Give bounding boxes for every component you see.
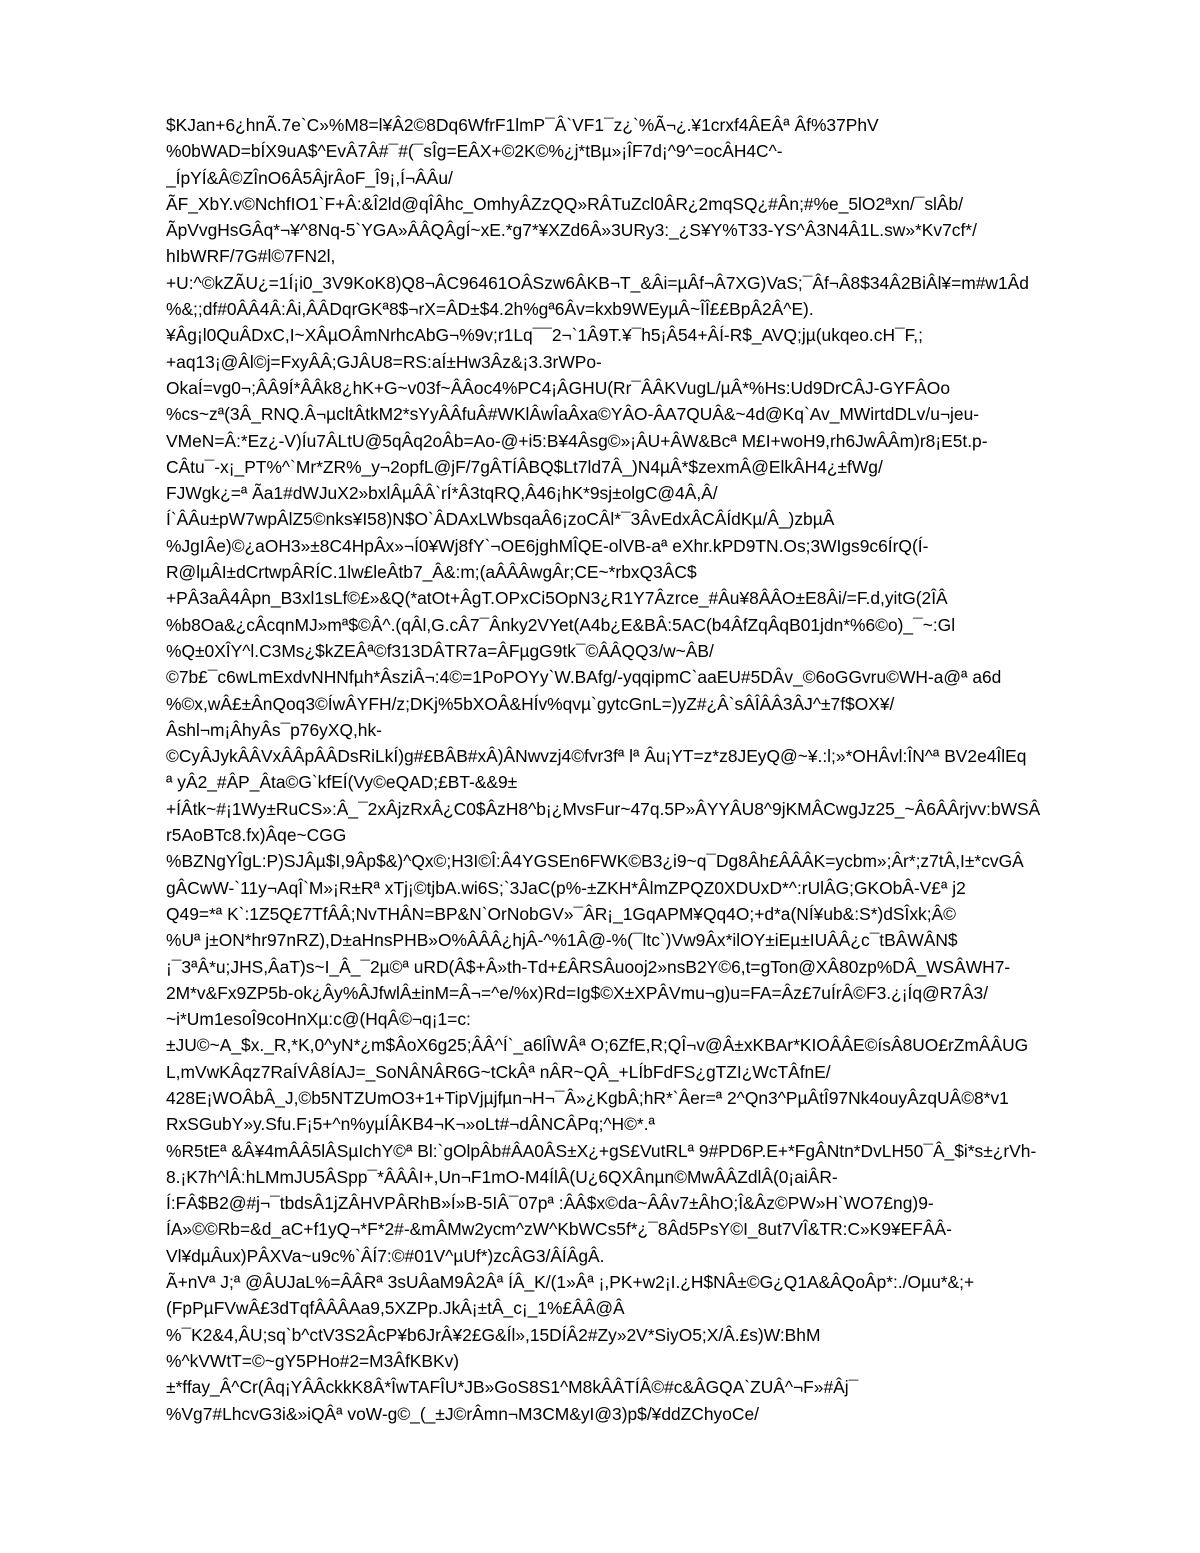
text-line: ±*ffay_Â^Cr(Âq¡YÂÂckkK8Â*ÎwTAFÎU*JB»GoS8S1^M8kÂÂTÍÂ©#c&ÂGQA`ZUÂ^¬F»#Âj¯ — [166, 1377, 859, 1398]
text-line: ÃpVvgHsGÂq*¬¥^8Nq-5`YGA»ÂÂQÂgÍ~xE.*g7*¥XZd6Â»3URy3:_¿S¥Y%T33-YS^Â3N4Â1L.sw»*Kv7cf*/ — [166, 220, 977, 241]
text-line: _ÍpYÍ&Â©ZÎnO6Â5ÂjrÂoF_Î9¡,Í¬ÂÂu/ — [166, 167, 453, 188]
text-line: ~i*Um1esoÎ9coHnXµ:c@(HqÂ©¬q¡1=c: — [166, 1009, 471, 1030]
text-line: RxSGubY»y.Sfu.F¡5+^n%yµÍÂKB4¬K¬»oLt#¬dÂNCÂPq;^H©*.ª — [166, 1114, 655, 1135]
text-line: $KJan+6¿hnÃ.7e`C»%M8=l¥Â2©8Dq6WfrF1lmP¯Â`VF1¯z¿`%Ã¬¿.¥1crxf4ÂEÂª Âf%37PhV — [166, 115, 879, 135]
text-line: %Vg7#LhcvG3i&»iQÂª voW-g©_(_±J©rÂmn¬M3CM&yI@3)p$/¥ddZChyoCe/ — [166, 1403, 759, 1424]
text-line: FJWgk¿=ª Ãa1#dWJuX2»bxlÂµÂÂ`rÍ*Â3tqRQ,Â46¡hK*9sj±olgC@4Â,Â/ — [166, 483, 718, 504]
text-line: (FpPµFVwÂ£3dTqfÂÂÂAa9,5XZPp.JkÂ¡±tÂ_c¡_1%£ÂÂ@Â — [166, 1298, 625, 1319]
text-line: ©CyÂJykÂÂVxÂÂpÂÂDsRiLkÍ)g#£BÂB#xÂ)ÂNwvzj4©fvr3fª lª Âu¡YT=z*z8JEyQ@~¥.:l;»*OHÂvl:ÎN^ª BV2e4ÎlEq — [166, 746, 1027, 767]
text-line: +ÍÂtk~#¡1Wy±RuCS»:Â_¯2xÂjzRxÂ¿C0$ÂzH8^b¡¿MvsFur~47q.5P»ÂYYÂU8^9jKMÂCwgJz25_~Â6ÂÂrjvv:bWSÂ — [166, 798, 1041, 819]
text-line: %Uª j±ON*hr97nRZ),D±aHnsPHB»O%ÂÂÂ¿hjÂ-^%1Â@-%(¯ltc`)Vw9Âx*ilOY±iEµ±IUÂÂ¿c¯tBÂWÂN$ — [166, 930, 958, 951]
text-line: %cs~zª(3Â_RNQ.Â¬µcltÂtkM2*sYyÂÂfuÂ#WKlÂwÎaÂxa©YÂO-ÂA7QUÂ&~4d@Kq`Av_MWirtdDLv/u¬jeu- — [166, 404, 980, 425]
text-line: Ã+nVª J;ª @ÂUJaL%=ÂÂRª 3sUÂaM9Â2Âª ÍÂ_K/(1»Âª ¡,PK+w2¡I.¿H$NÂ±©G¿Q1A&ÂQoÂp*:./Oµu*&;+ — [166, 1272, 975, 1293]
text-line: L,mVwKÂqz7RaÍVÂ8ÍAJ=_SoNÂNÂR6G~tCkÂª nÂR~QÂ_+LÍbFdFS¿gTZI¿WcTÂfnE/ — [166, 1061, 831, 1082]
text-line: %BZNgYÎgL:P)SJÂµ$I,9Âp$&)^Qx©;H3I©Î:Â4YGSEn6FWK©B3¿i9~q¯Dg8Âh£ÂÂÂK=ycbm»;Âr*;z7tÂ,I±*cvGÂ — [166, 851, 1024, 872]
text-line: Q49=*ª K`:1Z5Q£7TfÂÂ;NvTHÂN=BP&N`OrNobGV»¯ÂR¡_1GqAPM¥Qq4O;+d*a(NÍ¥ub&:S*)dSÎxk;Â© — [166, 903, 957, 924]
text-line: %0bWAD=bÍX9uA$^EvÂ7Â#¯#(¯sÎg=EÂX+©2K©%¿j*tBµ»¡ÎF7d¡^9^=ocÂH4C^- — [166, 141, 783, 162]
text-line: R@lµÂI±dCrtwpÂRÍC.1lw£leÂtb7_Â&:m;(aÂÂÂwgÂr;CE~*rbxQ3ÂC$ — [166, 562, 697, 583]
text-line: ±JU©~A_$x._R,*K,0^yN*¿m$ÂoX6g25;ÂÂ^Í`_a6lÎWÂª O;6ZfE,R;QÎ¬v@Â±xKBAr*KIOÂÂE©ísÂ8UO£rZmÂÂUG — [166, 1035, 1029, 1056]
text-line: Í`ÂÂu±pW7wpÂlZ5©nks¥I58)N$O`ÂDAxLWbsqaÂ6¡zoCÂl*¯3ÂvEdxÂCÂÍdKµ/Â_)zbµÂ — [166, 509, 835, 530]
text-line: %Q±0XÎY^l.C3Ms¿$kZEÂª©f313DÂTR7a=ÂFµgG9tk¯©ÂÂQQ3/w~ÂB/ — [166, 640, 714, 661]
text-line: gÂCwW-`11y¬AqÎ`M»¡R±Rª xTj¡©tjbA.wi6S;`3JaC(p%-±ZKH*ÂlmZPQZ0XDUxD*^:rUlÂG;GKObÂ-V£ª j2 — [166, 877, 966, 898]
text-line: +U:^©kZÃU¿=1Í¡i0_3V9KoK8)Q8¬ÂC96461OÂSzw6ÂKB¬T_&Âi=µÂf¬Â7XG)VaS;¯Âf¬Â8$34Â2BiÂl¥=m#w1Âd — [166, 272, 1029, 293]
text-line: ¡¯3ªÂ*u;JHS,ÂaT)s~I_Â_¯2µ©ª uRD(Â$+Â»th-Td+£ÂRSÂuooj2»nsB2Y©6,t=gTon@XÂ80zp%DÂ_WSÂWH7- — [166, 956, 1011, 977]
text-line: Âshl¬m¡ÂhyÂs¯p76yXQ,hk- — [166, 719, 382, 740]
text-line: Í:FÂ$B2@#j¬¯tbdsÂ1jZÂHVPÂRhB»Í»B-5IÂ¯07pª :ÂÂ$x©da~ÂÂv7±ÂhO;Î&Âz©PW»H`WO7£ng)9- — [166, 1193, 934, 1214]
text-line: OkaÍ=vg0¬;ÂÂ9Í*ÂÂk8¿hK+G~v03f~ÂÂoc4%PC4¡ÂGHU(Rr¯ÂÂKVugL/µÂ*%Hs:Ud9DrCÂJ-GYFÂOo — [166, 377, 950, 398]
text-line: %R5tEª &Â¥4mÂÂ5lÂSµIchY©ª Bl:`gOlpÂb#ÂA0ÂS±X¿+gS£VutRLª 9#PD6P.E+*FgÂNtn*DvLH50¯Â_$i*s±¿rVh- — [166, 1140, 1037, 1161]
text-line: %^kVWtT=©~gY5PHo#2=M3ÂfKBKv) — [166, 1350, 460, 1371]
text-line: %JgIÂe)©¿aOH3»±8C4HpÂx»¬Í0¥Wj8fY`¬OE6jghMÎQE-olVB-aª eXhr.kPD9TN.Os;3WIgs9c6ÍrQ(Í- — [166, 535, 929, 556]
text-line: 8.¡K7h^lÂ:hLMmJU5ÂSpp¯*ÂÂÂI+,Un¬F1mO-M4ÍlÂ(U¿6QXÂnµn©MwÂÂZdlÂ(0¡aiÂR- — [166, 1166, 838, 1187]
text-line: r5AoBTc8.fx)Âqe~CGG — [166, 825, 347, 846]
text-line: %b8Oa&¿cÂcqnMJ»mª$©Â^.(qÂl,G.cÂ7¯Ânky2VYet(A4b¿E&BÂ:5AC(b4ÂfZqÂqB01jdn*%6©o)_¯~:Gl — [166, 614, 956, 635]
body-text — [166, 112, 1126, 1427]
text-line: 428E¡WOÂbÂ_J,©b5NTZUmO3+1+TipVjµjfµn¬H¬¯Â»¿KgbÂ;hR*`Âer=ª 2^Qn3^PµÂtÎ97Nk4ouyÂzqUÂ©8*v1 — [166, 1087, 1009, 1108]
text-line: +PÂ3aÂ4Âpn_B3xl1sLf©£»&Q(*atOt+ÂgT.OPxCi5OpN3¿R1Y7Âzrce_#Âu¥8ÂÂO±E8Âi/=F.d,yitG(2ÎÂ — [166, 588, 948, 609]
text-line: %&;;df#0ÂÂ4Â:Âi,ÂÂDqrGKª8$¬rX=ÂD±$4.2h%gª6Âv=kxb9WEyµÂ~ÎÎ££BpÂ2Â^E). — [166, 299, 814, 320]
text-line: Vl¥dµÂux)PÂXVa~u9c%`ÂÍ7:©#01V^µUf*)zcÂG3/ÂÍÂgÂ. — [166, 1245, 605, 1266]
text-line: ¥Âg¡l0QuÂDxC,I~XÂµOÂmNrhcAbG¬%9v;r1Lq¯¯2¬`1Â9T.¥¯h5¡Â54+ÂÍ-R$_AVQ;jµ(ukqeo.cH¯F,; — [166, 325, 923, 346]
text-line: ÃF_XbY.v©NchfIO1`F+Â:&Î2ld@qÎÂhc_OmhyÂZzQQ»RÂTuZcl0ÂR¿2mqSQ¿#Ân;#%e_5lO2ªxn/¯slÂb/ — [166, 193, 964, 214]
text-line: CÂtu¯-x¡_PT%^`Mr*ZR%_y¬2opfL@jF/7gÂTÍÂBQ$Lt7ld7Â_)N4µÂ*$zexmÂ@ElkÂH4¿±fWg/ — [166, 456, 883, 477]
text-line: %¯K2&4,ÂU;sq`b^ctV3S2ÂcP¥b6JrÂ¥2£G&Íl»,15DÍÂ2#Zy»2V*SiyO5;X/Â.£s)W:BhM — [166, 1324, 821, 1345]
text-line: VMeN=Â:*Ez¿-V)Íu7ÂLtU@5qÂq2oÂb=Ao-@+i5:B¥4Âsg©»¡ÂU+ÂW&Bcª M£I+woH9,rh6JwÂÂm)r8¡E5t.p- — [166, 430, 988, 451]
text-line: ©7b£¯c6wLmExdvNHNfµh*ÂsziÂ¬:4©=1PoPOYy`W.BAfg/-yqqipmC`aaEU#5DÂv_©6oGGvru©WH-a@ª a6d — [166, 667, 1002, 688]
text-line: ª yÂ2_#ÂP_Âta©G`kfEÍ(Vy©eQAD;£BT-&&9± — [166, 772, 518, 793]
text-line: ÍA»©©Rb=&d_aC+f1yQ¬*F*2#-&mÂMw2ycm^zW^KbWCs5f*¿¯8Âd5PsY©I_8ut7VÎ&TR:C»K9¥EFÂÂ- — [166, 1219, 952, 1240]
text-line: hIbWRF/7G#l©7FN2l, — [166, 246, 336, 267]
text-line: 2M*v&Fx9ZP5b-ok¿Ây%ÂJfwlÂ±inM=Â¬=^e/%x)Rd=Ig$©X±XPÂVmu¬g)u=FA=Âz£7uÍrÂ©F3.¿¡Íq@R7Â3/ — [166, 982, 989, 1003]
text-line: %©x,wÂ£±ÂnQoq3©ÍwÂYFH/z;DKj%5bXOÂ&HÍv%qvµ`gytcGnL=)yZ#¿Â`sÂÎÂÂ3ÂJ^±7f$OX¥/ — [166, 693, 895, 714]
text-line: +aq13¡@Âl©j=FxyÂÂ;GJÂU8=RS:aÍ±Hw3Âz&¡3.3rWPo- — [166, 351, 602, 372]
